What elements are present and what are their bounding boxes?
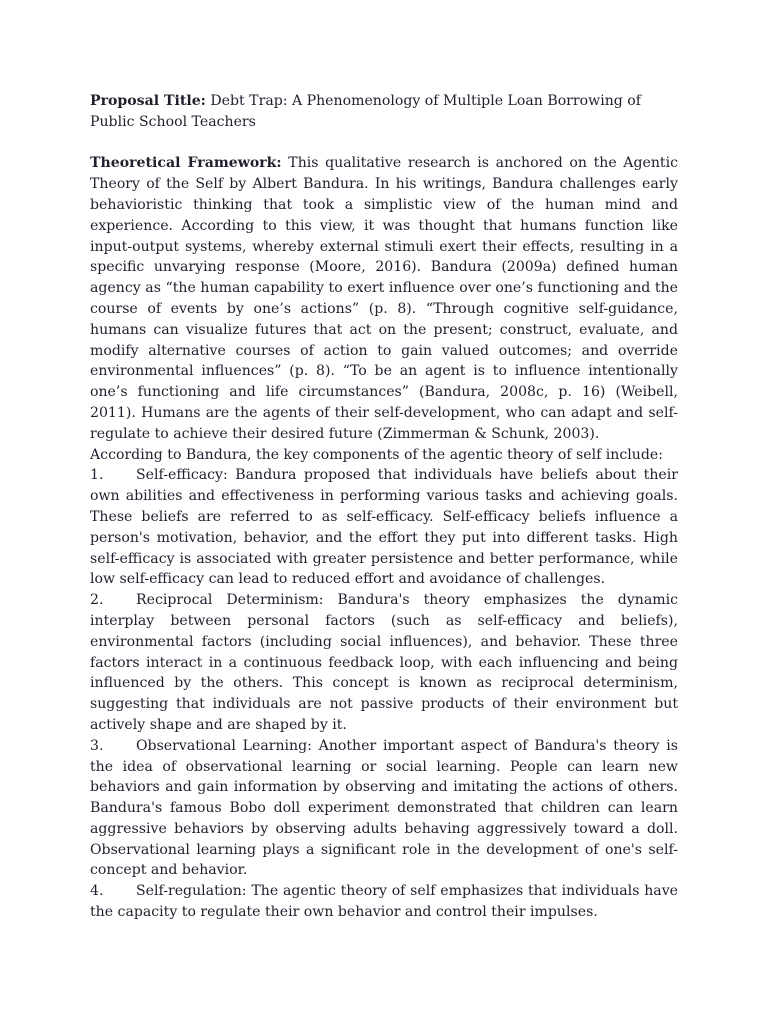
- list-item: [90, 590, 678, 736]
- list-item-text: Self-regulation: The agentic theory of self emphasizes that individuals have the capacity to regulate their own behavior and control their impulses.: [90, 883, 678, 921]
- list-item-number: 2.: [90, 592, 104, 609]
- list-item: [90, 465, 678, 590]
- list-item-text: Reciprocal Determinism: Bandura's theory emphasizes the dynamic interplay between personal factors (such as self-efficacy and beliefs), environmental factors (including social influences), and behavior. These three factors interact in a continuous feedback loop, with each influencing and being influenced by the others. This concept is known as reciprocal determinism, suggesting that individuals are not passive products of their environment but actively shape and are shaped by it.: [90, 592, 678, 733]
- list-item: [90, 881, 678, 923]
- document-body: [90, 91, 678, 923]
- list-item-text: Self-efficacy: Bandura proposed that individuals have beliefs about their own abilities and effectiveness in performing various tasks and achieving goals. These beliefs are referred to as self-efficacy. Self-efficacy beliefs influence a person's motivation, behavior, and the effort they put into different tasks. High self-efficacy is associated with greater persistence and better performance, while low self-efficacy can lead to reduced effort and avoidance of challenges.: [90, 467, 678, 588]
- theoretical-framework-label: Theoretical Framework:: [90, 155, 282, 172]
- list-item: [90, 736, 678, 882]
- proposal-title-text: Debt Trap: A Phenomenology of Multiple Loan Borrowing of Public School Teachers: [90, 93, 641, 130]
- components-intro: According to Bandura, the key components of the agentic theory of self include:: [90, 446, 663, 463]
- theoretical-framework-paragraph: [90, 153, 678, 444]
- list-item-text: Observational Learning: Another important aspect of Bandura's theory is the idea of observational learning or social learning. People can learn new behaviors and gain information by observing and imitating the actions of others. Bandura's famous Bobo doll experiment demonstrated that children can learn aggressive behaviors by observing adults behaving aggressively toward a doll. Observational learning plays a significant role in the development of one's self-concept and behavior.: [90, 737, 678, 879]
- list-item-number: 4.: [90, 883, 104, 900]
- list-item-number: 3.: [90, 737, 104, 754]
- list-item-number: 1.: [90, 467, 104, 484]
- proposal-title-paragraph: [90, 91, 678, 133]
- theoretical-framework-text: This qualitative research is anchored on the Agentic Theory of the Self by Albert Bandura. In his writings, Bandura challenges early behavioristic thinking that took a simplistic view of the human mind and experience. According to this view, it was thought that humans function like input-output systems, whereby external stimuli exert their effects, resulting in a specific unvarying response (Moore, 2016). Bandura (2009a) defined human agency as “the human capability to exert influence over one’s functioning and the course of events by one’s actions” (p. 8). “Through cognitive self-guidance, humans can visualize futures that act on the present; construct, evaluate, and modify alternative courses of action to gain valued outcomes; and override environmental influences” (p. 8). “To be an agent is to influence intentionally one’s functioning and life circumstances” (Bandura, 2008c, p. 16) (Weibell, 2011). Humans are the agents of their self-development, who can adapt and self-regulate to achieve their desired future (Zimmerman & Schunk, 2003).: [90, 155, 678, 442]
- proposal-title-label: Proposal Title:: [90, 93, 206, 109]
